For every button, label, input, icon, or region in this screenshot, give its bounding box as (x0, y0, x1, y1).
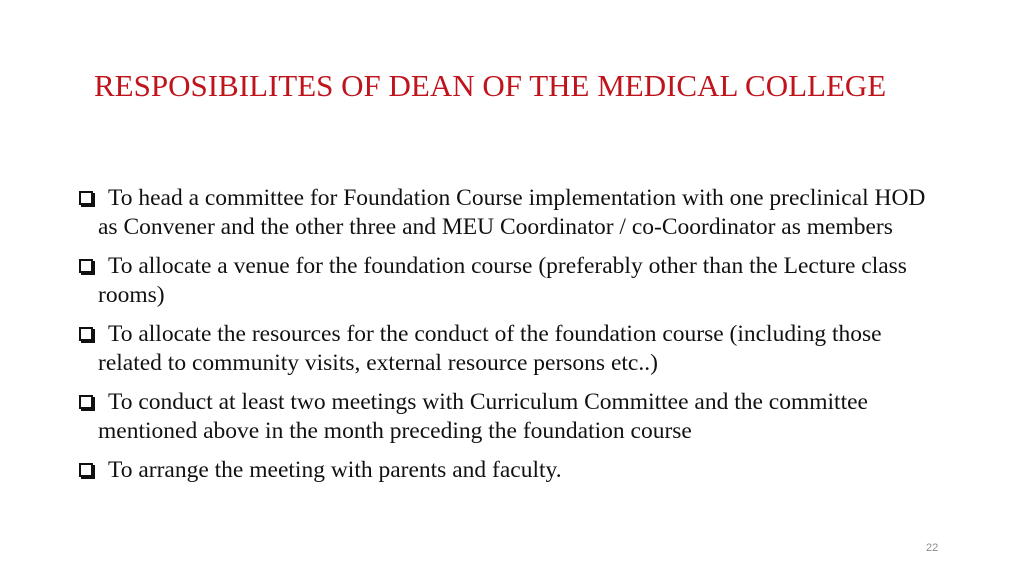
bullet-item (76, 320, 946, 378)
bullet-item (76, 388, 946, 446)
checkbox-icon (79, 463, 93, 477)
checkbox-icon (79, 259, 93, 273)
bullet-text: To allocate a venue for the foundation course (preferably other than the Lecture class rooms) (98, 253, 907, 308)
bullet-item (76, 456, 946, 485)
bullet-text: To head a committee for Foundation Course implementation with one preclinical HOD as Convener and the other three and MEU Coordinator / co-Coordinator as members (98, 185, 926, 240)
bullet-text: To arrange the meeting with parents and faculty. (108, 457, 562, 483)
bullet-list (76, 184, 946, 495)
bullet-text: To conduct at least two meetings with Curriculum Committee and the committee mentioned above in the month preceding the foundation course (98, 389, 868, 444)
bullet-text: To allocate the resources for the conduct of the foundation course (including those related to community visits, external resource persons etc..) (98, 321, 882, 376)
checkbox-icon (79, 191, 93, 205)
page-number: 22 (926, 542, 939, 554)
checkbox-icon (79, 327, 93, 341)
checkbox-icon (79, 395, 93, 409)
bullet-item (76, 252, 946, 310)
slide-title: RESPOSIBILITES OF DEAN OF THE MEDICAL COLLEGE (94, 68, 887, 103)
bullet-item (76, 184, 946, 242)
